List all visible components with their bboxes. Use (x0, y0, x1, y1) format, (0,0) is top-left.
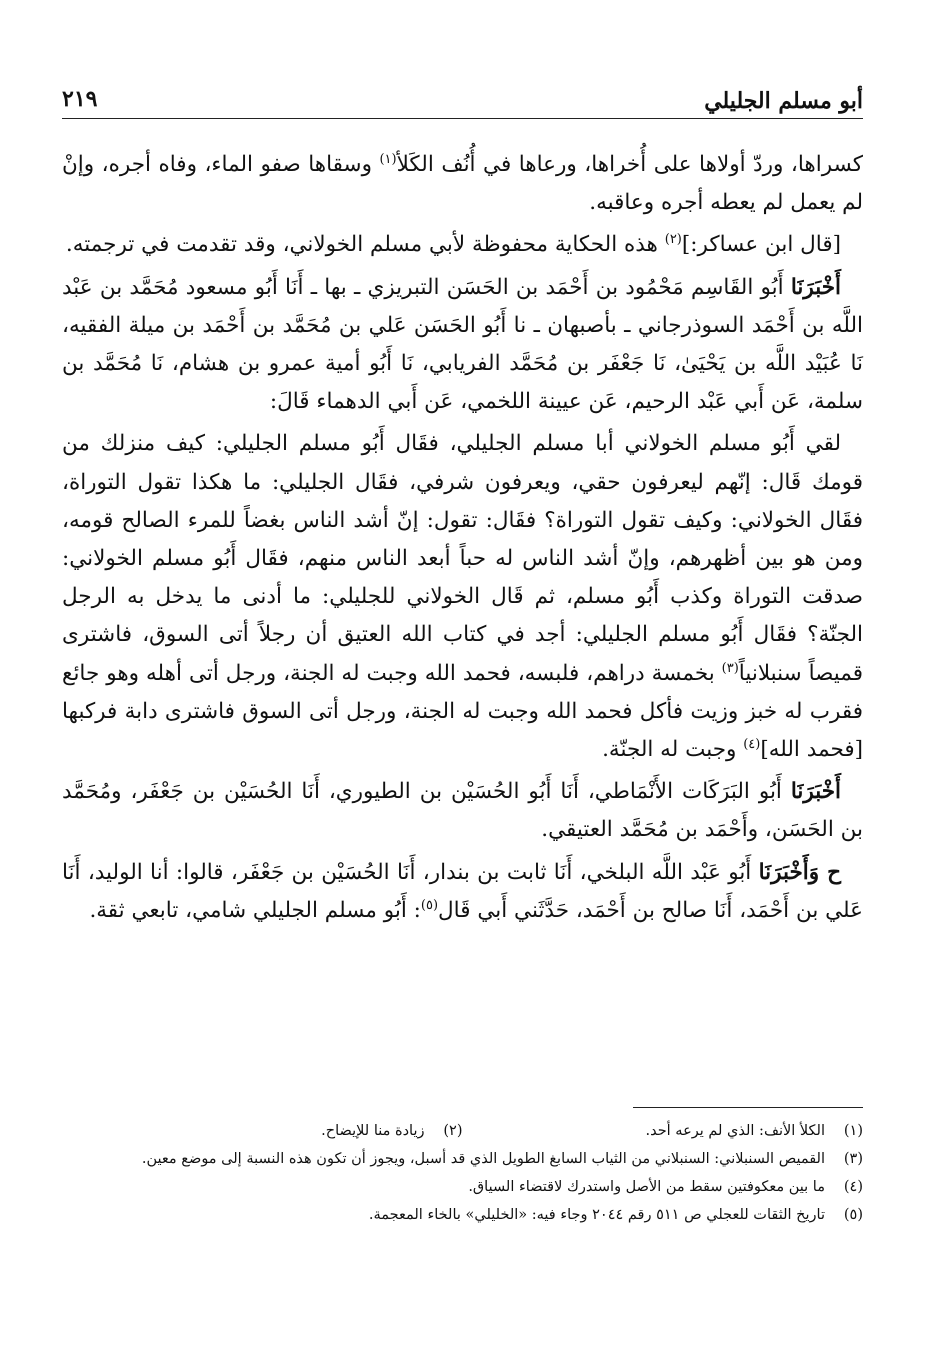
footnote-ref-2: (٢) (664, 232, 682, 248)
footnote-number: (١) (843, 1123, 863, 1139)
footnote-ref-3: (٣) (721, 660, 739, 676)
paragraph-4 (62, 425, 863, 769)
isnad-keyword: أَخْبَرَنَا (790, 274, 841, 300)
footnote-text: الكلأ الأنف: الذي لم يرعه أحد. (645, 1123, 825, 1139)
running-title: أبو مسلم الجليلي (704, 88, 863, 114)
paragraph-text: وسقاها صفو الماء، وفاه أجره، وإنْ لم يعمل لم يعطه أجره وعاقبه. (62, 152, 863, 216)
paragraph-5 (62, 773, 863, 849)
footnote-ref-5: (٥) (420, 897, 439, 913)
footnote-text: زيادة منا للإيضاح. (321, 1123, 425, 1139)
footnote-number: (٤) (843, 1179, 863, 1195)
footnote-ref-1: (١) (379, 151, 397, 167)
paragraph-text: لقي أَبُو مسلم الخولاني أبا مسلم الجليلي، فقَال أَبُو مسلم الجليلي: كيف منزلك من قومك قَال: إنّهم ليعرفون حقي، ويعرفون شرفي، فقَال الجليلي: ما هكذا تقول التوراة، فقَال الخولاني: وكيف تقول التوراة؟ فقَال: تقول: إنّ أشد الناس بغضاً للمرء الصالح قومه، ومن هو بين أظهرهم، وإنّ أشد الناس له حباً أبعد الناس منهم، فقَال أَبُو مسلم الخولاني: صدقت التوراة وكذب أَبُو مسلم، ثم قَال الخولاني للجليلي: ما أدنى ما يدخل به الرجل الجنّة؟ فقَال أَبُو مسلم الجليلي: أجد في كتاب الله العتيق أن رجلاً أتى السوق، فاشترى قميصاً سنبلانياً (62, 431, 863, 686)
paragraph-text: هذه الحكاية محفوظة لأبي مسلم الخولاني، وقد تقدمت في ترجمته. (65, 232, 665, 258)
paragraph-text: وجبت له الجنّة. (602, 737, 744, 763)
footnote-4 (62, 1173, 863, 1201)
paragraph-text: كسراها، وردّ أولاها على أُخراها، ورعاها في أُنُف الكَلأ (396, 152, 863, 177)
paragraph-text: أَبُو القَاسِم مَحْمُود بن أَحْمَد بن الحَسَن التبريزي ـ بها ـ أَنَا أَبُو مسعود مُحَمَّد بن عَبْد اللَّه بن أَحْمَد السوذرجاني ـ بأصبهان ـ نا أَبُو الحَسَن عَلي بن مُحَمَّد بن أَحْمَد بن ميلة الفقيه، نَا عُبَيْد اللَّه بن يَحْيَىٰ، نَا جَعْفَر بن مُحَمَّد الفريابي، نَا أَبُو أمية عمرو بن هشام، نَا مُحَمَّد بن سلمة، عَن أَبي عَبْد الرحيم، عَن عيينة اللخمي، عَن أَبي الدهماء قَالَ: (62, 274, 863, 415)
paragraph-3 (62, 269, 863, 422)
paragraph-text: [قال ابن عساكر:] (681, 232, 841, 258)
paragraph-6 (62, 854, 863, 930)
paragraph-text: : أَبُو مسلم الجليلي شامي، تابعي ثقة. (89, 897, 421, 923)
paragraph-2 (62, 226, 863, 264)
footnote-number: (٢) (443, 1123, 463, 1139)
footnote-5 (62, 1201, 863, 1229)
isnad-keyword: أَخْبَرَنَا (790, 779, 841, 805)
main-text (62, 146, 863, 930)
footnote-1 (463, 1117, 864, 1145)
footnote-text: القميص السنبلاني: السنبلاني من الثياب السابغ الطويل الذي قد أسبل، ويجوز أن تكون هذه النسبة إلى موضع معين. (141, 1151, 825, 1167)
paragraph-text: أَبُو البَرَكَات الأَنْمَاطي، أَنَا أَبُو الحُسَيْن بن الطيوري، أَنَا الحُسَيْن بن جَعْفَر، ومُحَمَّد بن الحَسَن، وأَحْمَد بن مُحَمَّد العتيقي. (62, 779, 863, 843)
footnote-text: تاريخ الثقات للعجلي ص ٥١١ رقم ٢٠٤٤ وجاء فيه: «الخليلي» بالخاء المعجمة. (368, 1207, 825, 1223)
footnotes (62, 1117, 863, 1229)
footnote-separator (633, 1107, 863, 1108)
footnote-2 (62, 1117, 463, 1145)
footnote-row (62, 1117, 863, 1145)
isnad-keyword: ح وَأَخْبَرَنَا (758, 859, 841, 885)
footnote-3 (62, 1145, 863, 1173)
page-number: ٢١٩ (62, 86, 98, 112)
footnote-text: ما بين معكوفتين سقط من الأصل واستدرك لاقتضاء السياق. (468, 1179, 825, 1195)
page-header (62, 84, 863, 119)
footnote-ref-4: (٤) (743, 736, 761, 752)
paragraph-1 (62, 146, 863, 222)
footnote-number: (٥) (843, 1207, 863, 1223)
paragraph-text: بخمسة دراهم، فلبسه، فحمد الله وجبت له الجنة، ورجل أتى أهله وهو جائع فقرب له خبز وزيت فأكل فحمد الله وجبت له الجنة، ورجل أتى السوق فاشترى دابة فركبها [فحمد الله] (62, 660, 863, 763)
footnote-number: (٣) (843, 1151, 863, 1167)
paragraph-text: أَبُو عَبْد اللَّه البلخي، أَنَا ثابت بن بندار، أَنَا الحُسَيْن بن جَعْفَر، قالوا: أنا الوليد، أَنَا عَلي بن أَحْمَد، أَنَا صالح بن أَحْمَد، حَدَّثَني أَبي قَال (62, 859, 863, 923)
